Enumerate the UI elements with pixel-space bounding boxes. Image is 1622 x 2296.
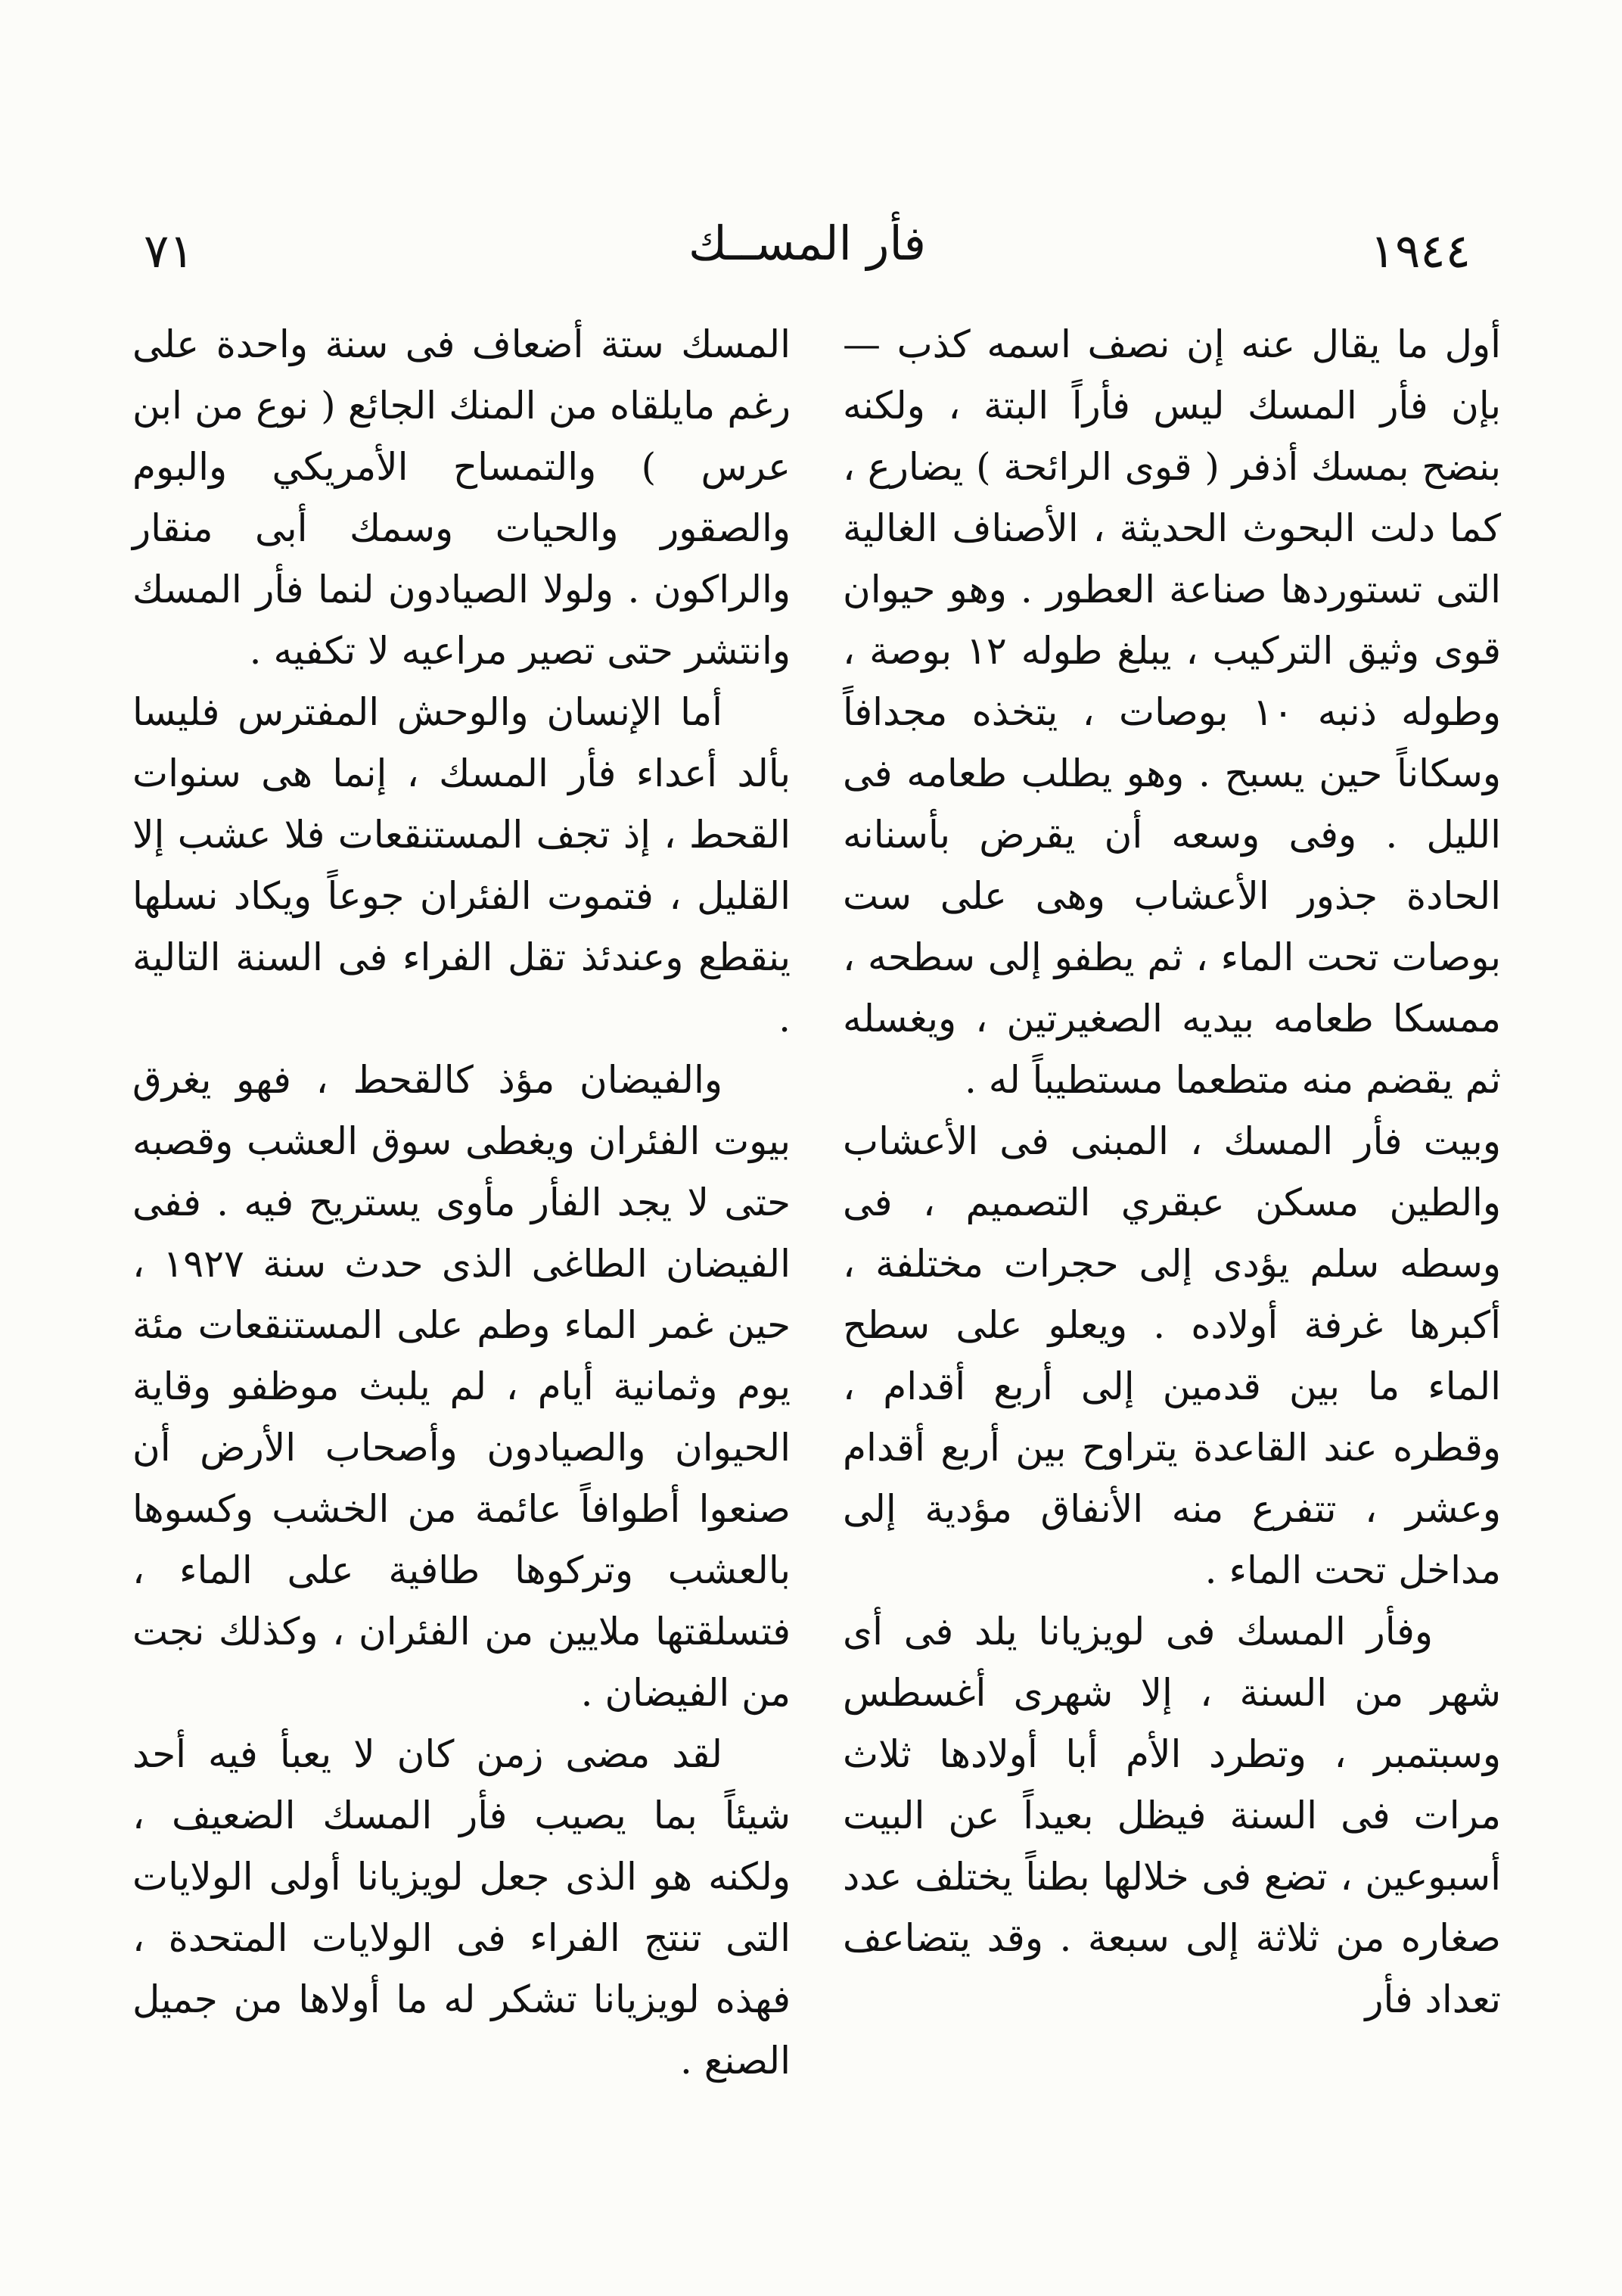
paragraph: وبيت فأر المسك ، المبنى فى الأعشاب والطين مسكن عبقري التصميم ، فى وسطه سلم يؤدى إلى حجرات مختلفة ، أكبرها غرفة أولاده . ويعلو على سطح الماء ما بين قدمين إلى أربع أقدام ، وقطره عند القاعدة يتراوح بين أربع أقدام وعشر ، تتفرع منه الأنفاق مؤدية إلى مداخل تحت الماء . [843,1119,1501,1592]
running-title: فأر المســك [688,216,927,271]
paragraph: أول ما يقال عنه إن نصف اسمه كذب — بإن فأر المسك ليس فأراً البتة ، ولكنه بنضح بمسك أذفر ( قوى الرائحة ) يضارع ، كما دلت البحوث الحديثة ، الأصناف الغالية التى تستوردها صناعة العطور . وهو حيوان قوى وثيق التركيب ، يبلغ طوله ١٢ بوصة ، وطوله ذنبه ١٠ بوصات ، يتخذه مجدافاً وسكاناً حين يسبح . وهو يطلب طعامه فى الليل . وفى وسعه أن يقرض بأسنانه الحادة جذور الأعشاب وهى على ست بوصات تحت الماء ، ثم يطفو إلى سطحه ، ممسكا طعامه بيديه الصغيرتين ، ويغسله ثم يقضم منه متطعما مستطيباً له . [843,322,1501,1102]
paragraph: وفأر المسك فى لويزيانا يلد فى أى شهر من السنة ، إلا شهرى أغسطس وسبتمبر ، وتطرد الأم أبا أولادها ثلاث مرات فى السنة فيظل بعيداً عن البيت أسبوعين ، تضع فى خلالها بطناً يختلف عدد صغاره من ثلاثة إلى سبعة . وقد يتضاعف تعداد فأر [843,1610,1501,2021]
page-number: ٧١ [144,223,194,278]
header-year: ١٩٤٤ [1369,223,1471,278]
paragraph: لقد مضى زمن كان لا يعبأ فيه أحد شيئاً بما يصيب فأر المسك الضعيف ، ولكنه هو الذى جعل لويزيانا أولى الولايات التى تنتج الفراء فى الولايات المتحدة ، فهذه لويزيانا تشكر له ما أولاها من جميل الصنع . [132,1732,791,2083]
left-column [132,314,791,2176]
page-header [144,216,1471,299]
paragraph: أما الإنسان والوحش المفترس فليسا بألد أعداء فأر المسك ، إنما هى سنوات القحط ، إذ تجف المستنقعات فلا عشب إلا القليل ، فتموت الفئران جوعاً ويكاد نسلها ينقطع وعندئذ تقل الفراء فى السنة التالية . [132,690,791,1041]
paragraph: المسك ستة أضعاف فى سنة واحدة على رغم مايلقاه من المنك الجائع ( نوع من ابن عرس ) والتمساح الأمريكي والبوم والصقور والحيات وسمك أبى منقار والراكون . ولولا الصيادون لنما فأر المسك وانتشر حتى تصير مراعيه لا تكفيه . [132,322,791,673]
paragraph: والفيضان مؤذ كالقحط ، فهو يغرق بيوت الفئران ويغطى سوق العشب وقصبه حتى لا يجد الفأر مأوى يستريح فيه . ففى الفيضان الطاغى الذى حدث سنة ١٩٢٧ ، حين غمر الماء وطم على المستنقعات مئة يوم وثمانية أيام ، لم يلبث موظفو وقاية الحيوان والصيادون وأصحاب الأرض أن صنعوا أطوافاً عائمة من الخشب وكسوها بالعشب وتركوها طافية على الماء ، فتسلقتها ملايين من الفئران ، وكذلك نجت من الفيضان . [132,1058,791,1715]
right-column [843,314,1501,2176]
